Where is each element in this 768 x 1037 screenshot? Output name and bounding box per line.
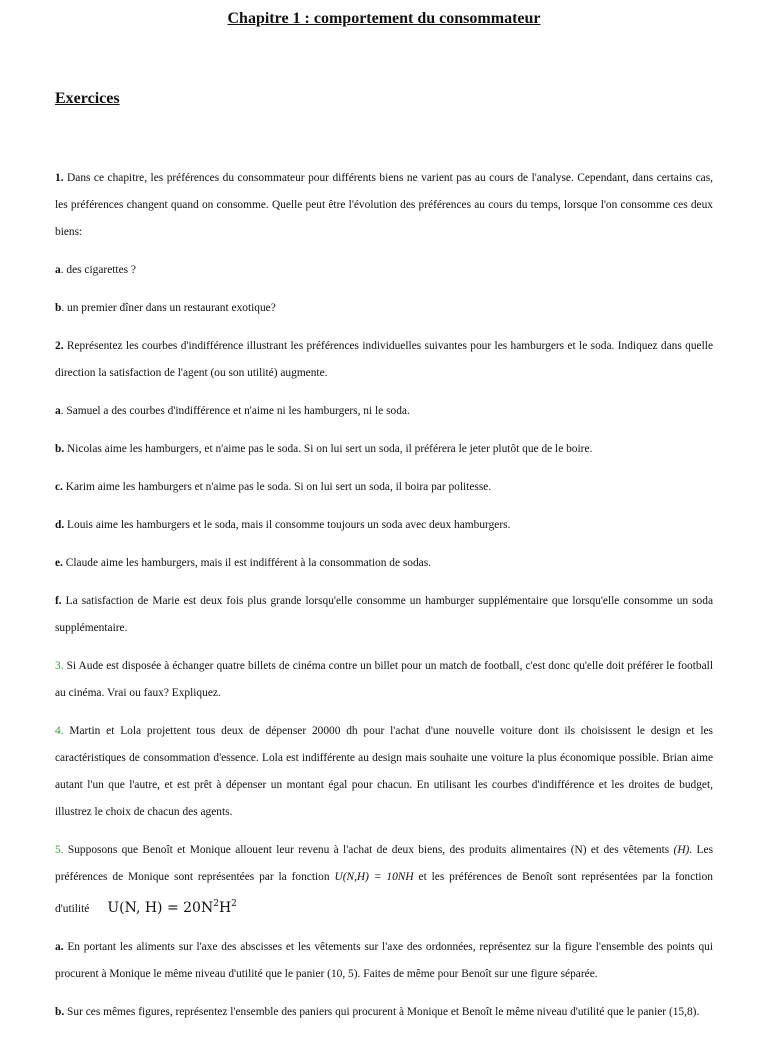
formula-variable: H <box>218 900 232 916</box>
item-label: b <box>55 302 62 314</box>
item-label: a. <box>55 941 64 953</box>
exercise-2f <box>55 588 713 642</box>
exercise-text: Dans ce chapitre, les préférences du consommateur pour différents biens ne varient pas au cours de l'analyse. Cependant, dans certains cas, les préférences changent quand on consomme. Quelle peut être l'évolution des préférences au cours du temps, lorsque l'on consomme ces deux biens: <box>55 172 713 238</box>
item-text: Louis aime les hamburgers et le soda, mais il consomme toujours un soda avec deux hamburgers. <box>64 519 511 531</box>
item-label: f. <box>55 595 62 607</box>
item-text: La satisfaction de Marie est deux fois plus grande lorsqu'elle consomme un hamburger supplémentaire que lorsqu'elle consomme un soda supplémentaire. <box>55 595 713 634</box>
item-text: Karim aime les hamburgers et n'aime pas le soda. Si on lui sert un soda, il boira par politesse. <box>62 481 492 493</box>
exercise-5b <box>55 999 713 1026</box>
exercise-number: 4. <box>55 725 64 737</box>
exercise-content <box>55 165 713 1037</box>
formula-exponent: 2 <box>231 899 237 909</box>
exercise-text: Supposons que Benoît et Monique allouent leur revenu à l'achat de deux biens, des produits alimentaires (N) et des vêtements <box>63 844 674 856</box>
exercise-number: 3. <box>55 660 64 672</box>
item-label: b. <box>55 443 65 455</box>
exercise-1b <box>55 295 713 322</box>
formula-exponent: 2 <box>213 899 219 909</box>
exercise-1a <box>55 257 713 284</box>
exercise-1 <box>55 165 713 246</box>
exercise-5a <box>55 934 713 988</box>
formula-base: U(N, H) = 20N <box>107 900 214 916</box>
exercise-2c <box>55 474 713 501</box>
item-text: Sur ces mêmes figures, représentez l'ensemble des paniers qui procurent à Monique et Benoît le même niveau d'utilité que le panier (15,8). <box>64 1006 700 1018</box>
monique-utility-function: U(N,H) = 10NH <box>334 871 414 883</box>
item-text: Nicolas aime les hamburgers, et n'aime pas le soda. Si on lui sert un soda, il préférera le jeter plutôt que de le boire. <box>64 443 593 455</box>
exercise-4 <box>55 718 713 826</box>
exercise-2e <box>55 550 713 577</box>
item-label: b. <box>55 1006 65 1018</box>
chapter-title: Chapitre 1 : comportement du consommateur <box>227 10 541 27</box>
exercise-number: 5. <box>55 844 64 856</box>
exercise-2b <box>55 436 713 463</box>
exercise-text: Martin et Lola projettent tous deux de dépenser 20000 dh pour l'achat d'une nouvelle voiture dont ils choisissent le design et les caractéristiques de consommation d'essence. Lola est indifférente au design mais souhaite une voiture la plus économique possible. Brian aime autant l'un que l'autre, et est prêt à dépenser un montant égal pour chacun. En utilisant les courbes d'indifférence et les droites de budget, illustrez le choix de chacun des agents. <box>55 725 713 818</box>
item-text: Claude aime les hamburgers, mais il est indifférent à la consommation de sodas. <box>62 557 432 569</box>
variable-h: (H). <box>673 844 693 856</box>
item-label: c. <box>55 481 63 493</box>
item-label: a <box>55 405 61 417</box>
benoit-utility-formula <box>107 900 237 916</box>
item-text: . un premier dîner dans un restaurant exotique? <box>61 302 276 314</box>
item-label: d. <box>55 519 65 531</box>
exercise-2 <box>55 333 713 387</box>
exercise-5 <box>55 837 713 923</box>
exercise-text: Les préférences de Monique sont représentées par la fonction <box>55 844 714 883</box>
exercise-text: et les préférences de Benoît sont représentées par la fonction d'utilité <box>55 871 713 915</box>
item-text: . des cigarettes ? <box>60 264 136 276</box>
item-label: e. <box>55 557 63 569</box>
item-label: a <box>55 264 61 276</box>
exercise-number: 2. <box>55 340 64 352</box>
exercise-2a <box>55 398 713 425</box>
exercise-number: 1. <box>55 172 64 184</box>
exercise-2d <box>55 512 713 539</box>
item-text: . Samuel a des courbes d'indifférence et n'aime ni les hamburgers, ni le soda. <box>60 405 410 417</box>
exercise-3 <box>55 653 713 707</box>
exercise-text: Si Aude est disposée à échanger quatre billets de cinéma contre un billet pour un match de football, c'est donc qu'elle doit préférer le football au cinéma. Vrai ou faux? Expliquez. <box>55 660 713 699</box>
section-title: Exercices <box>55 90 120 107</box>
item-text: En portant les aliments sur l'axe des abscisses et les vêtements sur l'axe des ordonnées, représentez sur la figure l'ensemble des points qui procurent à Monique le même niveau d'utilité que le panier (10, 5). Faites de même pour Benoît sur une figure séparée. <box>55 941 713 980</box>
exercise-text: Représentez les courbes d'indifférence illustrant les préférences individuelles suivantes pour les hamburgers et le soda. Indiquez dans quelle direction la satisfaction de l'agent (ou son utilité) augmente. <box>55 340 713 379</box>
